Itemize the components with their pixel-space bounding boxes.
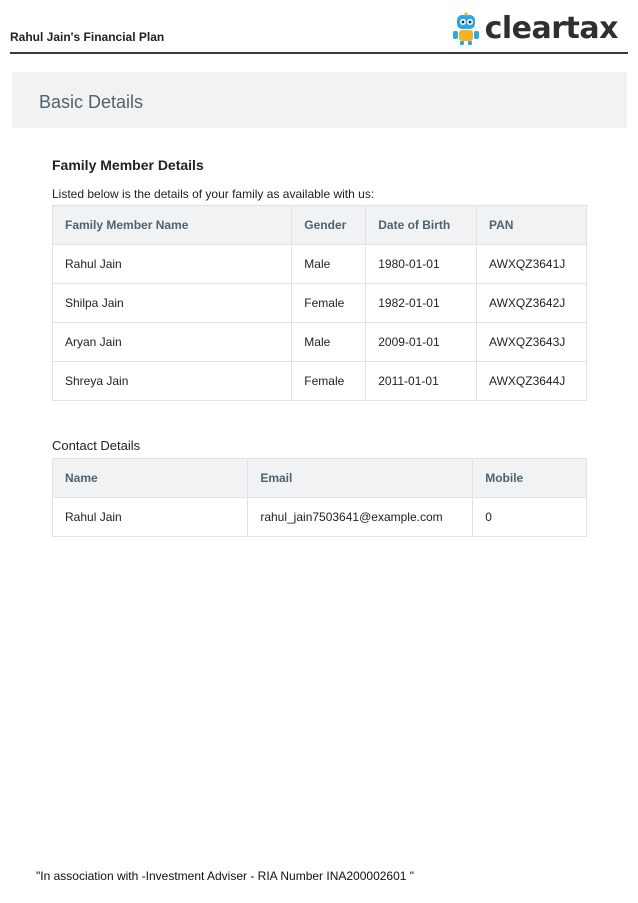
member-pan: AWXQZ3641J xyxy=(477,245,587,284)
column-header: Date of Birth xyxy=(366,206,477,245)
member-gender: Female xyxy=(292,362,366,401)
contact-name: Rahul Jain xyxy=(53,498,248,537)
member-pan: AWXQZ3643J xyxy=(477,323,587,362)
column-header: PAN xyxy=(477,206,587,245)
table-row xyxy=(53,323,587,362)
member-name: Rahul Jain xyxy=(53,245,292,284)
plan-title: Rahul Jain's Financial Plan xyxy=(10,30,165,44)
member-dob: 1982-01-01 xyxy=(366,284,477,323)
mascot-icon xyxy=(451,12,481,46)
column-header: Family Member Name xyxy=(53,206,292,245)
contact-mobile: 0 xyxy=(473,498,587,537)
table-row xyxy=(53,245,587,284)
family-table xyxy=(52,205,587,401)
section-banner xyxy=(12,72,627,128)
page-header xyxy=(10,0,628,54)
member-name: Shilpa Jain xyxy=(53,284,292,323)
member-gender: Female xyxy=(292,284,366,323)
member-dob: 2009-01-01 xyxy=(366,323,477,362)
column-header: Gender xyxy=(292,206,366,245)
member-name: Aryan Jain xyxy=(53,323,292,362)
contact-email: rahul_jain7503641@example.com xyxy=(248,498,473,537)
contact-table xyxy=(52,458,587,537)
family-description: Listed below is the details of your family as available with us: xyxy=(52,187,375,201)
member-gender: Male xyxy=(292,323,366,362)
member-dob: 1980-01-01 xyxy=(366,245,477,284)
table-header-row xyxy=(53,459,587,498)
table-header-row xyxy=(53,206,587,245)
member-pan: AWXQZ3642J xyxy=(477,284,587,323)
footer-disclaimer: "In association with -Investment Adviser - RIA Number INA200002601 " xyxy=(36,869,415,883)
column-header: Email xyxy=(248,459,473,498)
section-title: Basic Details xyxy=(39,92,144,112)
table-row xyxy=(53,498,587,537)
table-row xyxy=(53,362,587,401)
column-header: Mobile xyxy=(473,459,587,498)
member-gender: Male xyxy=(292,245,366,284)
column-header: Name xyxy=(53,459,248,498)
table-row xyxy=(53,284,587,323)
contact-heading: Contact Details xyxy=(52,438,141,453)
cleartax-logo xyxy=(451,12,618,46)
member-dob: 2011-01-01 xyxy=(366,362,477,401)
family-heading: Family Member Details xyxy=(52,157,204,173)
member-pan: AWXQZ3644J xyxy=(477,362,587,401)
member-name: Shreya Jain xyxy=(53,362,292,401)
logo-text: cleartax xyxy=(484,11,618,46)
